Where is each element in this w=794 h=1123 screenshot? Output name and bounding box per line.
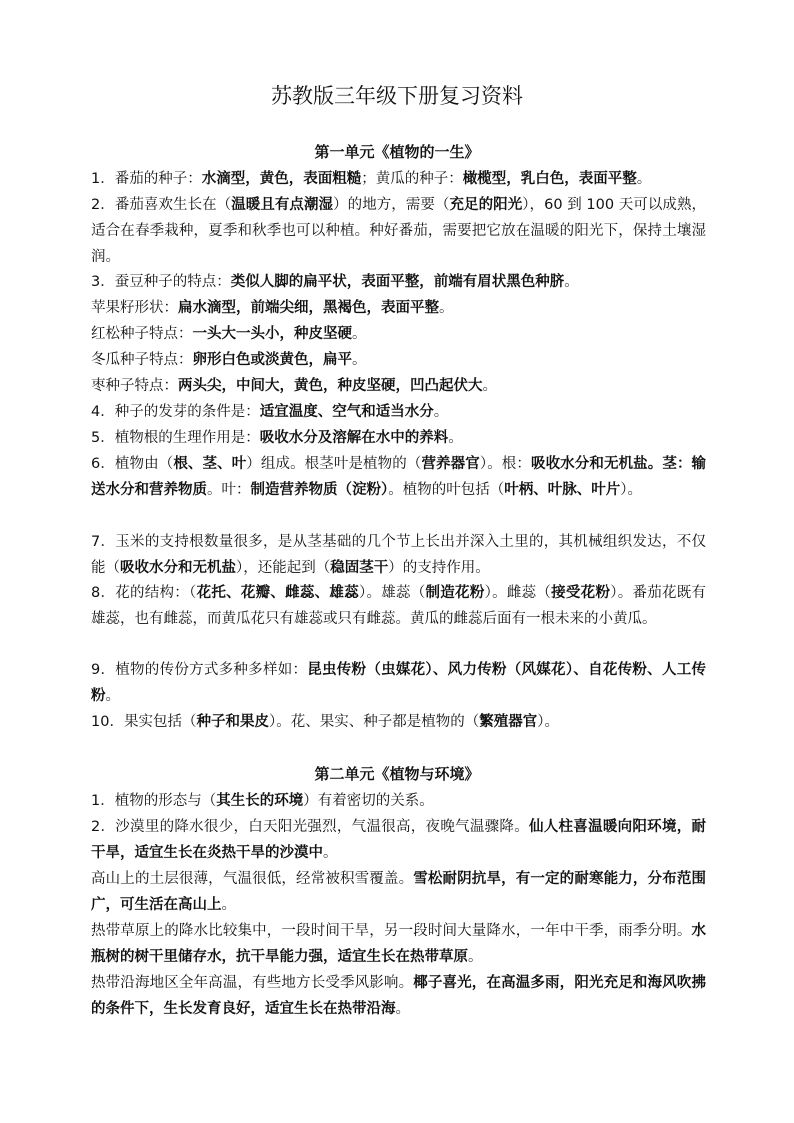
- paragraph-text: 。: [468, 949, 483, 965]
- paragraph-text: ），60 到 100 天可以成熟，适合在春季栽种，夏季和秋季也可以种植。种好番茄，需要把它放在温暖的阳光下，保持土壤湿润。: [91, 197, 707, 265]
- key-point-text: 叶柄、叶脉、叶片: [504, 482, 621, 498]
- paragraph-text: 。: [323, 845, 338, 861]
- paragraph-text: ）组成。根茎叶是植物的（: [246, 456, 422, 472]
- paragraph-text: 8．花的结构：（: [91, 585, 197, 601]
- paragraph-text: 。: [352, 326, 367, 342]
- key-point-text: 根、茎、叶: [173, 456, 247, 472]
- key-point-text: 卵形白色或淡黄色，扁平: [192, 352, 352, 368]
- key-point-text: 昆虫传粉（虫媒花）、风力传粉（风媒花）、自花传粉、人工传粉: [91, 662, 706, 704]
- key-point-text: 水瓶树的树干里储存水，抗干旱能力强，适宜生长在热带草原: [91, 923, 706, 965]
- paragraph-text: 。叶：: [207, 482, 251, 498]
- paragraph-text: 红松种子特点：: [91, 326, 193, 342]
- paragraph-text: 高山上的土层很薄，气温很低，经常被积雪覆盖。: [91, 871, 414, 887]
- paragraph-text: ）。: [620, 482, 642, 498]
- paragraph-text: 冬瓜种子特点：: [91, 352, 193, 368]
- key-point-text: 繁殖器官: [479, 714, 538, 730]
- key-point-text: 制造营养物质（淀粉）: [250, 482, 389, 498]
- paragraph-text: ）。: [537, 714, 559, 730]
- paragraph-text: 。: [221, 897, 236, 913]
- paragraph: [91, 399, 706, 425]
- paragraph-text: ）。根：: [479, 456, 531, 472]
- paragraph-text: 热带草原上的降水比较集中，一段时间干旱，另一段时间大量降水，一年中干季，雨季分明。: [91, 923, 692, 939]
- paragraph-text: 。: [395, 1001, 410, 1017]
- key-point-text: 充足的阳光: [449, 197, 523, 213]
- key-point-text: 种子和果皮: [196, 714, 269, 730]
- key-point-text: 吸收水分和无机盐: [120, 560, 236, 576]
- key-point-text: 水滴型，黄色，表面粗糙: [201, 171, 362, 187]
- key-point-text: 扁水滴型，前端尖细，黑褐色，表面平整: [178, 300, 439, 316]
- paragraph: [91, 166, 706, 192]
- paragraph-text: ），还能起到（: [236, 560, 331, 576]
- paragraph-text: 。: [352, 352, 367, 368]
- key-point-text: 温暖且有点潮湿: [231, 197, 334, 213]
- paragraph: [91, 709, 706, 735]
- paragraph-text: 苹果籽形状：: [91, 300, 178, 316]
- paragraph: [91, 788, 706, 814]
- paragraph: [91, 580, 706, 632]
- paragraph-text: 。: [448, 430, 463, 446]
- paragraph-text: 2．番茄喜欢生长在（: [91, 197, 232, 213]
- paragraph-text: ）。番茄花既有雄蕊，也有雌蕊，而黄瓜花只有雄蕊或只有雌蕊。黄瓜的雌蕊后面有一根未来的小黄瓜。: [91, 585, 707, 627]
- document-title: 苏教版三年级下册复习资料: [271, 84, 523, 108]
- paragraph-text: 。: [636, 171, 652, 187]
- paragraph-text: 9．植物的传份方式多种多样如：: [91, 662, 308, 678]
- paragraph: [91, 866, 706, 918]
- key-point-text: 适宜温度、空气和适当水分: [259, 404, 434, 420]
- key-point-text: 雪松耐阴抗旱，有一定的耐寒能力，分布范围广，可生活在高山上: [91, 871, 706, 913]
- key-point-text: 稳固茎干: [330, 560, 389, 576]
- paragraph-text: 枣种子特点：: [91, 378, 178, 394]
- key-point-text: 橄榄型，乳白色，表面平整: [462, 171, 637, 187]
- paragraph-text: 7．玉米的支持根数量很多，是从茎基础的几个节上长出并深入土里的，其机械组织发达，不仅能（: [91, 534, 706, 576]
- key-point-text: 类似人脚的扁平状，表面平整，前端有眉状黑色种脐: [230, 274, 565, 290]
- paragraph: [91, 814, 706, 866]
- paragraph-text: 1．植物的形态与（: [91, 793, 217, 809]
- key-point-text: 花托、花瓣、雌蕊、雄蕊: [196, 585, 359, 601]
- paragraph: [91, 657, 706, 709]
- key-point-text: 一头大一头小，种皮坚硬: [192, 326, 352, 342]
- paragraph: [91, 269, 706, 295]
- paragraph-text: 6．植物由（: [91, 456, 174, 472]
- paragraph-text: 2．沙漠里的降水很少，白天阳光强烈，气温很高，夜晚气温骤降。: [91, 819, 529, 835]
- key-point-text: 接受花粉: [551, 585, 611, 601]
- key-point-text: 其生长的环境: [216, 793, 304, 809]
- section-heading-unit-1: 第一单元《植物的一生》: [314, 143, 480, 161]
- paragraph-text: 。: [482, 378, 497, 394]
- paragraph-text: ）的地方，需要（: [333, 197, 450, 213]
- paragraph-text: ；黄瓜的种子：: [361, 171, 463, 187]
- paragraph: [91, 295, 706, 321]
- key-point-text: 吸收水分及溶解在水中的养料: [259, 430, 449, 446]
- paragraph: [91, 529, 706, 581]
- paragraph-text: 。: [439, 300, 454, 316]
- paragraph: [91, 192, 706, 270]
- paragraph-text: 。植物的叶包括（: [388, 482, 505, 498]
- paragraph: [91, 321, 706, 347]
- paragraph-text: 。: [564, 274, 579, 290]
- paragraph-text: 热带沿海地区全年高温，有些地方长受季风影响。: [91, 975, 414, 991]
- key-point-text: 制造花粉: [425, 585, 485, 601]
- paragraph: [91, 970, 706, 1022]
- paragraph-text: 4．种子的发芽的条件是：: [91, 404, 260, 420]
- paragraph-text: ）的支持作用。: [388, 560, 490, 576]
- paragraph-text: 1．番茄的种子：: [91, 171, 202, 187]
- paragraph-text: 。: [433, 404, 449, 420]
- paragraph: [91, 425, 706, 451]
- section-heading-unit-2: 第二单元《植物与环境》: [314, 765, 480, 783]
- paragraph-text: 3．蚕豆种子的特点：: [91, 274, 231, 290]
- paragraph-text: ）。雄蕊（: [358, 585, 426, 601]
- paragraph-text: 5．植物根的生理作用是：: [91, 430, 260, 446]
- paragraph-text: 10．果实包括（: [91, 714, 197, 730]
- paragraph: [91, 373, 706, 399]
- paragraph-text: ）。雌蕊（: [484, 585, 552, 601]
- paragraph-text: ）有着密切的关系。: [303, 793, 434, 809]
- paragraph: [91, 451, 706, 503]
- paragraph-text: ）。花、果实、种子都是植物的（: [268, 714, 480, 730]
- key-point-text: 仙人柱喜温暖向阳环境，耐干旱，适宜生长在炎热干旱的沙漠中: [91, 819, 706, 861]
- key-point-text: 椰子喜光，在高温多雨，阳光充足和海风吹拂的条件下，生长发育良好，适宜生长在热带沿海: [91, 975, 706, 1017]
- key-point-text: 两头尖，中间大，黄色，种皮坚硬，凹凸起伏大: [178, 378, 483, 394]
- key-point-text: 吸收水分和无机盐。茎：输送水分和营养物质: [91, 456, 707, 498]
- paragraph: [91, 918, 706, 970]
- paragraph-text: 。: [105, 688, 120, 704]
- paragraph: [91, 347, 706, 373]
- key-point-text: 营养器官: [421, 456, 480, 472]
